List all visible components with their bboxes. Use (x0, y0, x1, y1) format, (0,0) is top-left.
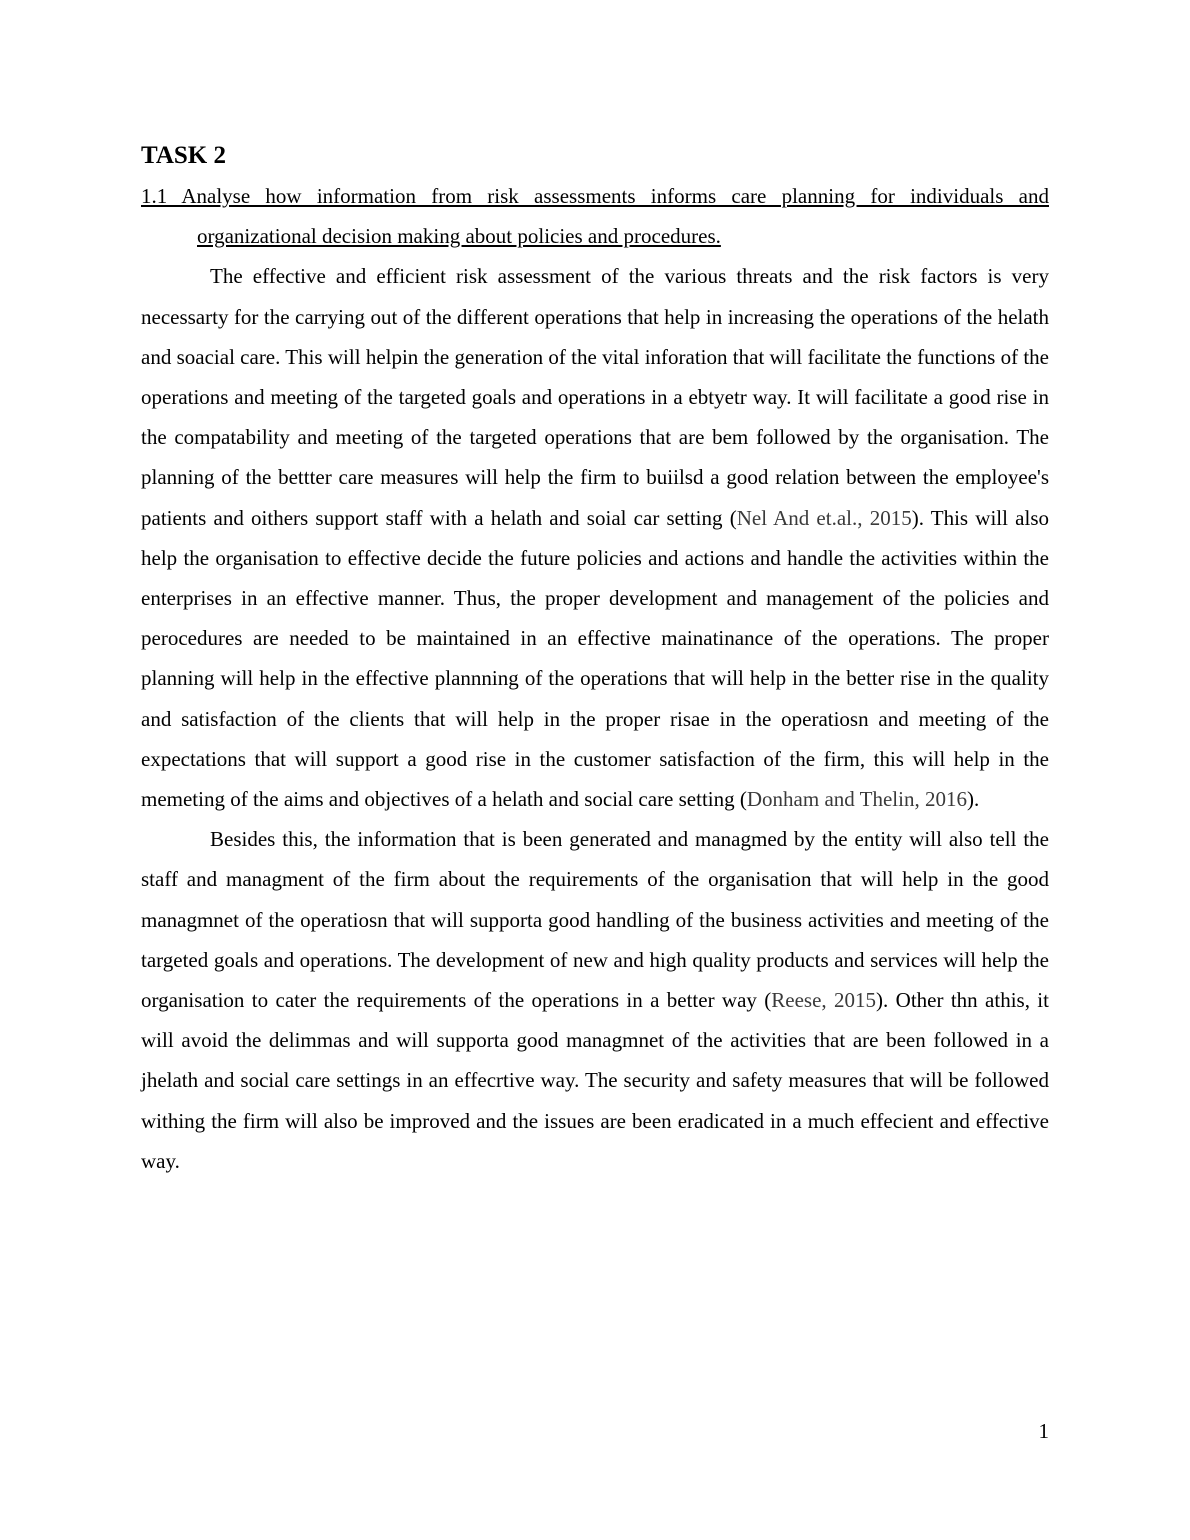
paragraph-2-text-a: Besides this, the information that is been generated and managmed by the entity will also tell the staff and managment of the firm about the requirements of the organisation that will help in the good managmnet of the operatiosn that will supporta good handling of the business activities and meeting of the targeted goals and operations. The development of new and high quality products and services will help the organisation to cater the requirements of the operations in a better way ( (141, 827, 1049, 1013)
section-subheading: 1.1 Analyse how information from risk assessments informs care planning for individuals and organizational decision making about policies and procedures. (141, 184, 1049, 249)
task-heading: TASK 2 (141, 142, 226, 169)
citation-nel-2015: Nel And et.al., 2015 (736, 505, 912, 530)
paragraph-1 (141, 256, 1049, 819)
citation-reese-2015: Reese, 2015 (771, 988, 877, 1013)
paragraph-2 (141, 819, 1049, 1181)
page-number: 1 (1038, 1419, 1049, 1443)
paragraph-1-text-c: ). (966, 787, 980, 812)
paragraph-1-text-b: ). This will also help the organisation to effective decide the future policies and actions and handle the activities within the enterprises in an effective manner. Thus, the proper development and management of the policies and perocedures are needed to be maintained in an effective mainatinance of the operations. The proper planning will help in the effective plannning of the operations that will help in the better rise in the quality and satisfaction of the clients that will help in the proper risae in the operatiosn and meeting of the expectations that will support a good rise in the customer satisfaction of the firm, this will help in the memeting of the aims and objectives of a helath and social care setting ( (141, 505, 1049, 812)
paragraph-2-text-b: ). Other thn athis, it will avoid the delimmas and will supporta good managmnet of the activities that are been followed in a jhelath and social care settings in an effecrtive way. The security and safety measures that will be followed withing the firm will also be improved and the issues are been eradicated in a much effecient and effective way. (141, 988, 1049, 1173)
citation-donham-2016: Donham and Thelin, 2016 (746, 787, 967, 812)
document-body (141, 138, 1049, 1181)
paragraph-1-text-a: The effective and efficient risk assessment of the various threats and the risk factors is very necessarty for the carrying out of the different operations that help in increasing the operations of the helath and soacial care. This will helpin the generation of the vital inforation that will facilitate the functions of the operations and meeting of the targeted goals and operations in a ebtyetr way. It will facilitate a good rise in the compatability and meeting of the targeted operations that are bem followed by the organisation. The planning of the bettter care measures will help the firm to buiilsd a good relation between the employee's patients and oithers support staff with a helath and soial car setting ( (141, 264, 1049, 530)
